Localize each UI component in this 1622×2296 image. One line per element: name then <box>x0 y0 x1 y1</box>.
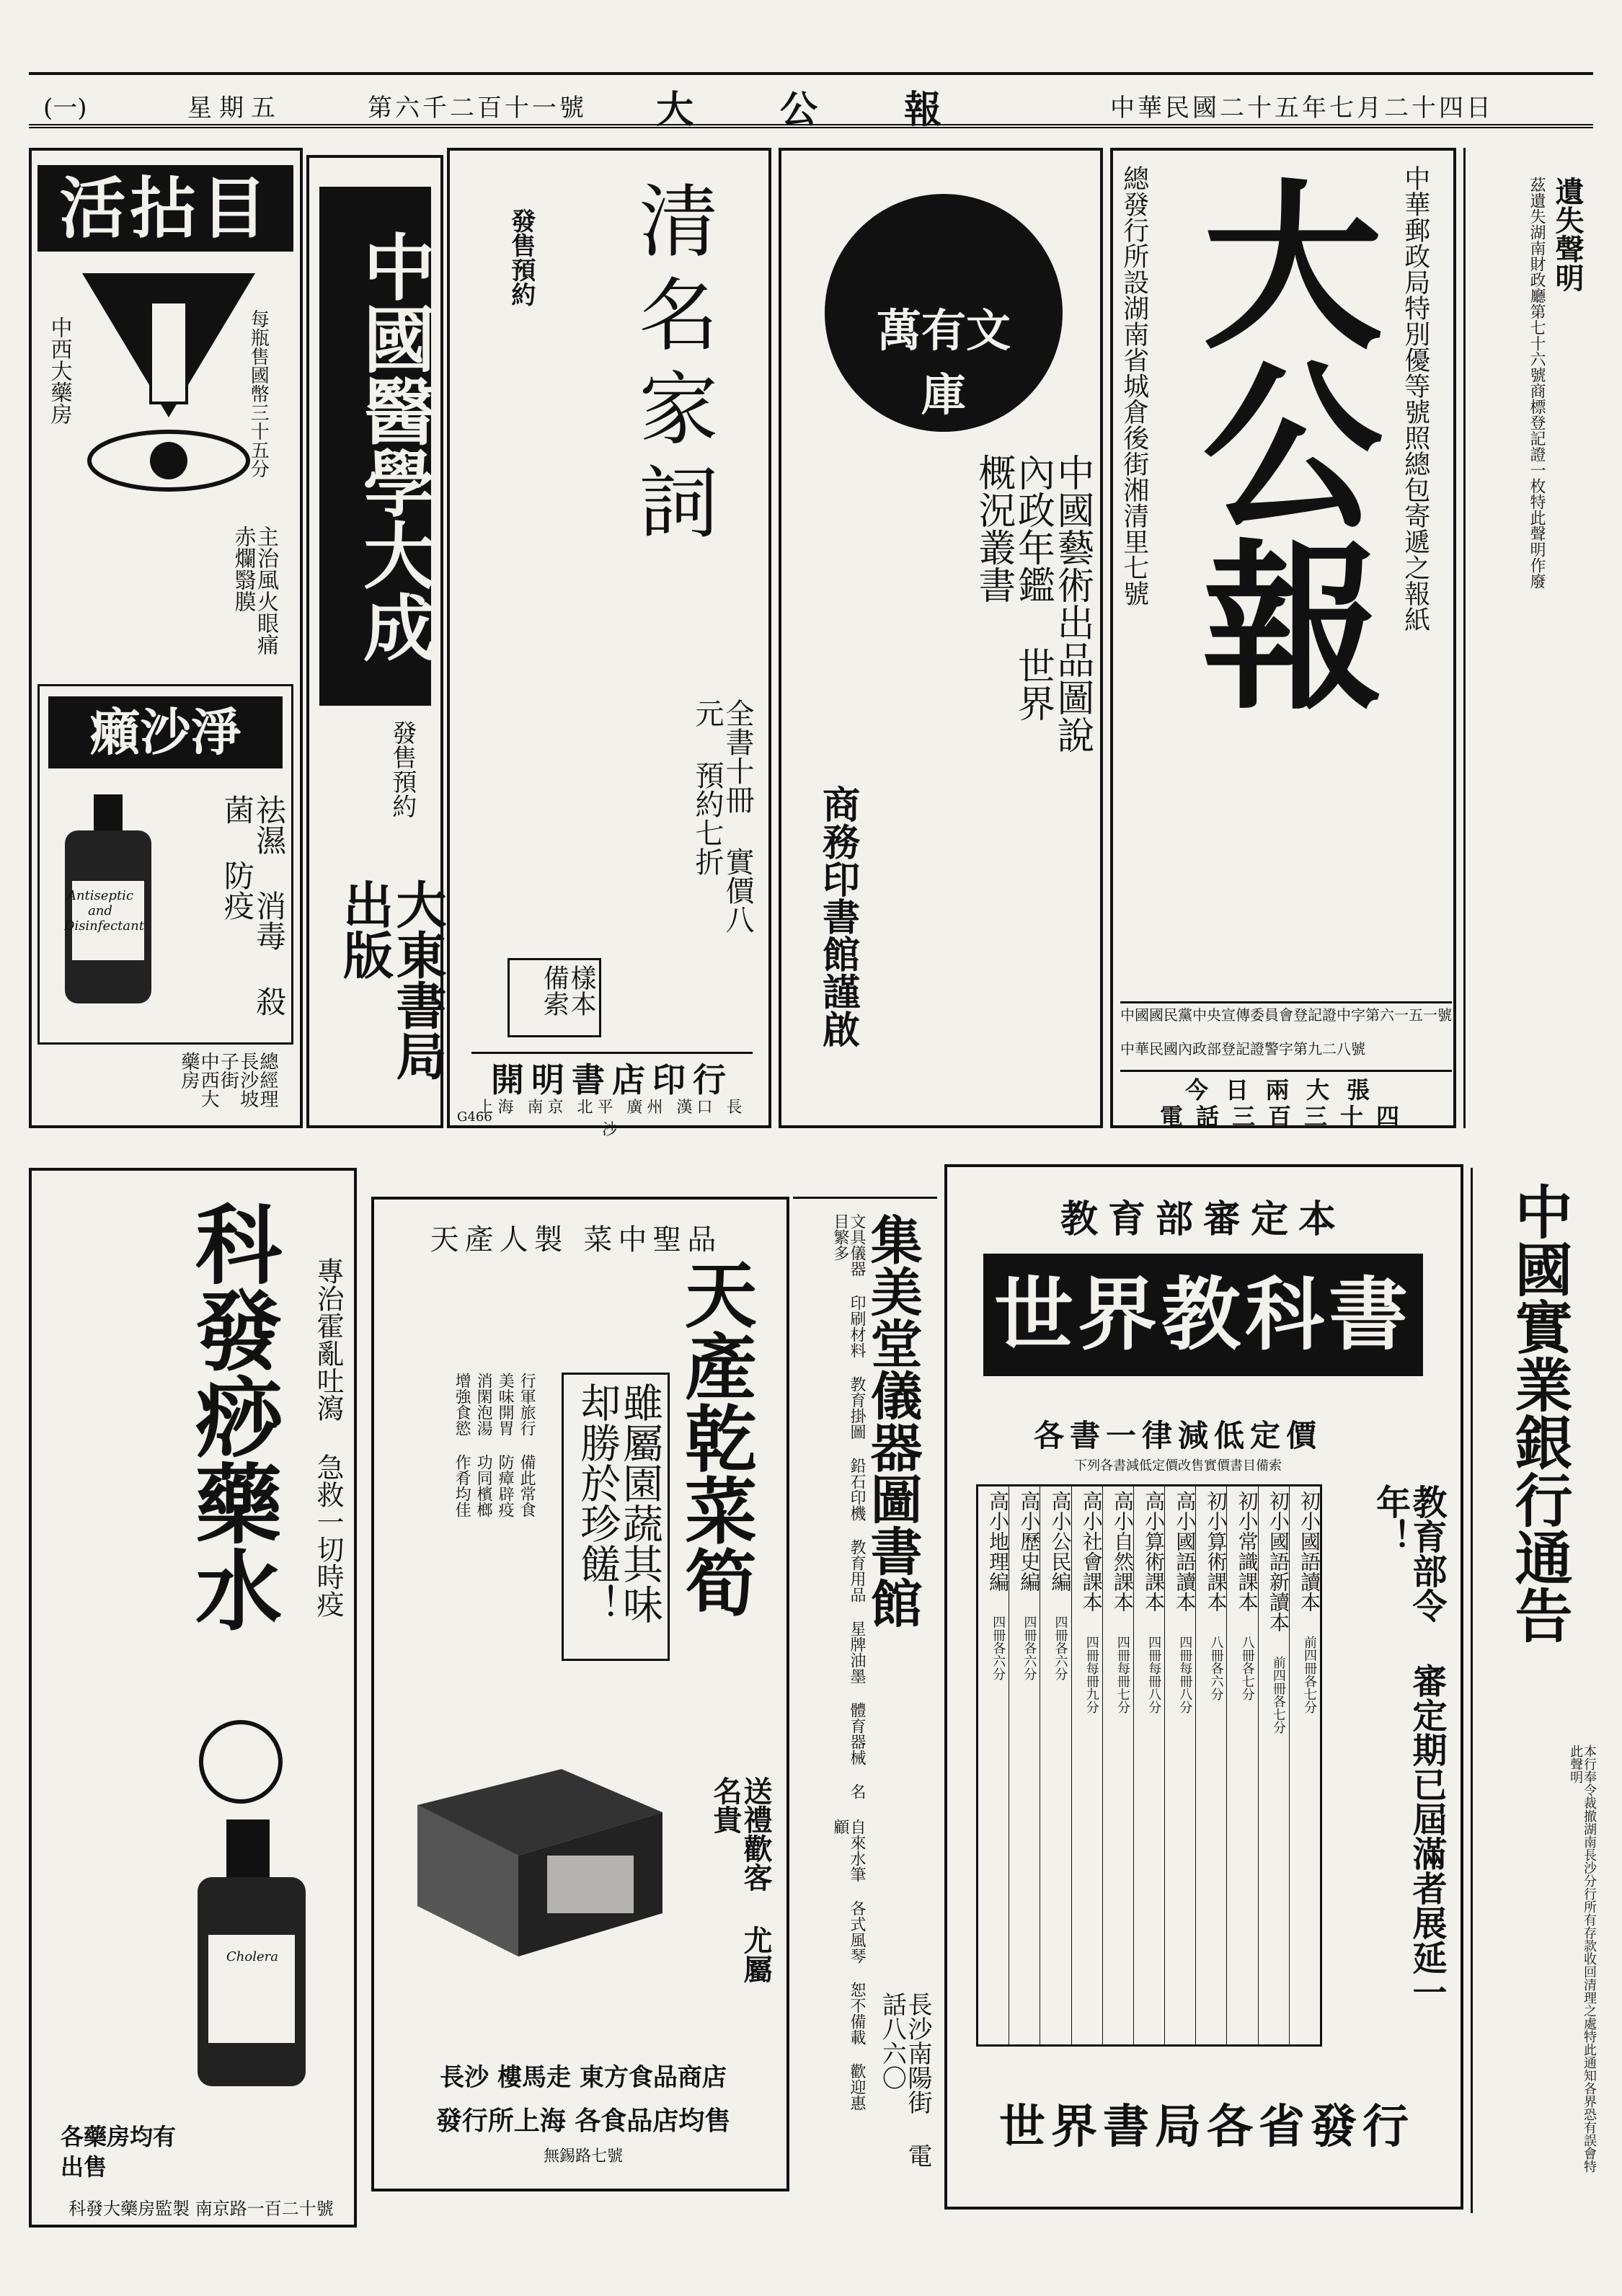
textbook-book-price: 八冊各七分 <box>1239 1636 1255 1701</box>
eye-ad-agent: 總經理 長沙坡子街 中西大藥房 <box>177 1052 278 1108</box>
dagongbao-delivery: 總發行所設湖南省城倉後街湘清里七號 <box>1119 165 1149 606</box>
textbook-book-price: 前四冊各七分 <box>1270 1656 1286 1734</box>
instrument-phone: 長沙南陽街 電話八六〇 <box>877 1992 932 2168</box>
textbook-row <box>1226 1486 1257 2044</box>
vegetable-gift: 送禮歡客 尤屬名貴 <box>709 1776 773 1983</box>
textbook-row <box>1133 1486 1164 2044</box>
textbook-book-name: 初小國語新讀本 <box>1266 1491 1290 1632</box>
textbook-book-name: 高小自然課本 <box>1110 1491 1135 1612</box>
ci-book-code: G466 <box>457 1109 492 1125</box>
kofa-label: Cholera <box>226 1949 278 1964</box>
vegetable-ad <box>371 1197 789 2191</box>
vegetable-slogan: 雖屬園蔬其味却勝於珍饈！ <box>562 1373 670 1661</box>
eye-ad-graphic <box>82 273 255 504</box>
textbook-order: 教育部令 審定期已屆滿者展延一年！ <box>1370 1484 1447 2009</box>
dagongbao-logo: 大公報 <box>1172 172 1384 713</box>
textbook-book-name: 初小算術課本 <box>1204 1491 1228 1612</box>
textbook-book-price: 前四冊各七分 <box>1302 1636 1317 1714</box>
vegetable-agent: 長沙 樓馬走 東方食品商店 <box>440 2063 727 2092</box>
textbook-row <box>1289 1486 1320 2044</box>
textbook-publisher: 世界書局各省發行 <box>999 2100 1414 2154</box>
textbook-row <box>1164 1486 1195 2044</box>
vegetable-title: 天產乾菜筍 <box>673 1257 758 1618</box>
eye-ad-price: 每瓶售國幣三十五分 <box>247 309 270 478</box>
issue-date: 中華民國二十五年七月二十四日 <box>1110 94 1494 123</box>
medical-book-publisher: 大東書局出版 <box>334 879 448 1081</box>
kofa-ad <box>29 1168 357 2228</box>
kofa-treat: 專治霍亂吐瀉 急救一切時疫 <box>312 1257 344 1618</box>
bottle-label: Antiseptic and Disinfectant <box>64 888 144 934</box>
vegetable-uses4: 增強食慾 作肴均佳 <box>453 1373 471 1517</box>
disinfect-title: 癩沙淨 <box>48 696 283 768</box>
dagongbao-phone: 電話三百三十四 <box>1159 1103 1412 1130</box>
textbook-row <box>1195 1486 1226 2044</box>
kofa-maker: 科發大藥房監製 南京路一百二十號 <box>68 2199 334 2219</box>
ci-book-price: 全書十冊 實價八元 預約七折 <box>691 699 754 934</box>
textbook-note: 下列各書減低定價改售實價書目備索 <box>1074 1458 1282 1473</box>
kofa-title: 科發痧藥水 <box>181 1200 283 1632</box>
textbook-book-name: 初小國語讀本 <box>1298 1491 1321 1612</box>
dagongbao-postal: 中華郵政局特別優等號照總包寄遞之報紙 <box>1400 165 1430 632</box>
instrument-sign: 自來水筆 各式風琴 恕不備載 歡迎惠顧 <box>830 1819 866 2111</box>
textbook-subtitle: 各書一律減低定價 <box>1033 1418 1322 1453</box>
medical-book-ad <box>306 155 448 1128</box>
textbook-book-name: 高小地理編 <box>986 1491 1011 1592</box>
issue-number: 第六千二百十一號 <box>368 94 587 123</box>
textbook-ad <box>944 1164 1463 2209</box>
textbook-row <box>1258 1486 1289 2044</box>
commercial-press-ad <box>779 148 1103 1128</box>
ci-book-publisher: 開明書店印行 <box>471 1052 753 1102</box>
commercial-press-books: 中國藝術出品圖說 內政年鑑 世界概況叢書 <box>971 453 1094 753</box>
eye-ad-title: 活拈目 <box>37 165 293 252</box>
textbook-top: 教育部審定本 <box>1060 1197 1346 1241</box>
eye-drop-ad <box>29 148 303 1128</box>
instrument-title: 集美堂儀器圖書館 <box>861 1213 923 1628</box>
medical-book-title: 中國醫學大成 <box>319 187 431 706</box>
textbook-book-name: 初小常識課本 <box>1235 1491 1259 1612</box>
lost-notice-body: 茲遺失湖南財政廳第七十六號商標登記證一枚特此聲明作廢 <box>1528 177 1546 589</box>
textbook-book-name: 高小算術課本 <box>1142 1491 1166 1612</box>
masthead <box>29 72 1593 132</box>
textbook-book-name: 高小歷史編 <box>1017 1491 1042 1592</box>
vegetable-dist: 發行所上海 各食品店均售 <box>435 2106 731 2136</box>
ci-book-title: 清名家詞 <box>626 179 719 554</box>
instrument-items: 文具儀器 印刷材料 教育掛圖 鉛石印機 教育用品 星牌油墨 體育器械 名目繁多 <box>830 1213 866 1799</box>
textbook-row <box>978 1486 1009 2044</box>
textbook-book-price: 四冊各六分 <box>1021 1615 1037 1680</box>
textbook-title: 世界教科書 <box>983 1254 1423 1376</box>
weekday: 星期五 <box>187 94 283 123</box>
bank-notice-title: 中國實業銀行通告 <box>1505 1182 1573 1644</box>
vegetable-top: 天產人製 菜中聖品 <box>430 1223 722 1256</box>
disinfect-panel <box>37 684 293 1045</box>
vegetable-uses2: 美味開胃 防瘴辟疫 <box>496 1373 515 1517</box>
dagongbao-reg1: 中國國民黨中央宣傳委員會登記證中字第六一五一號 <box>1120 1001 1452 1024</box>
bank-notice-body: 本行奉令裁撤湖南長沙分行所有存款收回清理之處特此通知各界恐有誤會特此聲明 <box>1568 1745 1597 2173</box>
vegetable-uses3: 消閑泡湯 功同檳榔 <box>474 1373 493 1517</box>
vegetable-addr: 無錫路七號 <box>543 2147 623 2166</box>
textbook-row <box>1102 1486 1133 2044</box>
textbook-row <box>1071 1486 1102 2044</box>
eye-ad-brand: 中西大藥房 <box>46 316 72 425</box>
ci-book-ad <box>447 148 771 1139</box>
textbook-book-name: 高小社會課本 <box>1079 1491 1104 1612</box>
lost-notice-title: 遺失聲明 <box>1551 177 1585 292</box>
ci-book-cities: 上海 南京 北平 廣州 漢口 長沙 <box>477 1099 747 1139</box>
paper-name: 大公報 <box>656 88 1029 132</box>
ci-book-sample: 樣本 備索 <box>508 958 601 1037</box>
eye-ad-treat: 主治風火眼痛赤爛翳膜 <box>230 526 278 655</box>
dagongbao-box <box>1110 148 1456 1128</box>
textbook-row <box>1040 1486 1071 2044</box>
textbook-book-name: 高小國語讀本 <box>1173 1491 1197 1612</box>
page-number: (一) <box>43 94 87 123</box>
vegetable-uses1: 行軍旅行 備此常食 <box>518 1373 536 1517</box>
disinfect-uses: 祛濕 消毒 殺菌 防疫 <box>219 794 287 1016</box>
lost-notice <box>1463 148 1600 1128</box>
textbook-book-name: 高小公民編 <box>1048 1491 1073 1592</box>
textbook-book-price: 四冊各六分 <box>1052 1615 1068 1680</box>
textbook-book-price: 四冊每冊八分 <box>1146 1636 1162 1714</box>
textbook-book-price: 八冊各六分 <box>1208 1636 1224 1701</box>
medical-book-sale: 發售預約 <box>387 720 417 818</box>
commercial-press-publisher: 商務印書館謹啟 <box>815 785 860 1047</box>
dagongbao-reg2: 中華民國內政部登記證警字第九二八號 <box>1120 1040 1365 1058</box>
kofa-sell: 各藥房均有出售 <box>61 2123 177 2181</box>
vegetable-box-graphic <box>403 1747 677 1964</box>
textbook-row <box>1009 1486 1040 2044</box>
textbook-book-price: 四冊各六分 <box>991 1615 1006 1680</box>
bank-notice <box>1471 1168 1600 2213</box>
commercial-press-title: 萬有文庫 <box>876 304 1011 421</box>
kofa-graphic <box>176 1719 334 2093</box>
textbook-book-price: 四冊每冊八分 <box>1177 1636 1193 1714</box>
ci-book-notice-head: 發售預約 <box>506 208 536 306</box>
textbook-book-price: 四冊每冊九分 <box>1083 1636 1099 1714</box>
dagongbao-today: 今日兩大張 <box>1120 1070 1452 1105</box>
instrument-ad <box>793 1197 937 2191</box>
textbook-table <box>976 1484 1322 2047</box>
textbook-book-price: 四冊每冊七分 <box>1114 1636 1130 1714</box>
